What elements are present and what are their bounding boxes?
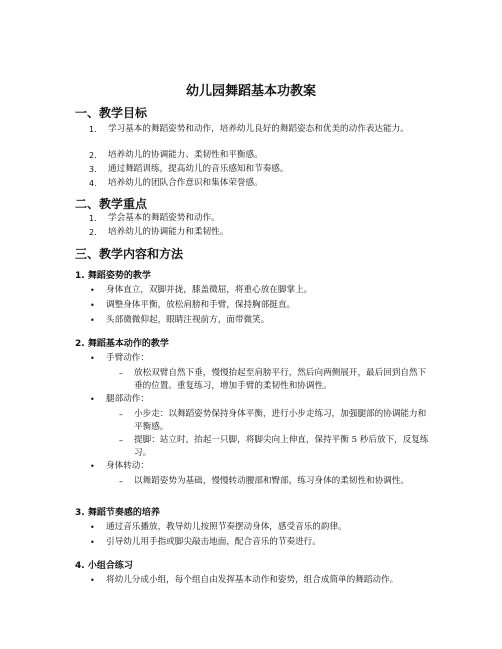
item-text: 培养幼儿的团队合作意识和集体荣誉感。 bbox=[108, 178, 263, 188]
item-number: 1. bbox=[89, 214, 97, 223]
dash-icon: – bbox=[119, 369, 123, 378]
item-text: 学习基本的舞蹈姿势和动作，培养幼儿良好的舞蹈姿态和优美的动作表达能力。 bbox=[108, 124, 409, 134]
item-number: 4. bbox=[89, 179, 97, 188]
item-number: 2. bbox=[89, 228, 97, 237]
list-item-text: 身体直立，双脚并拢，膝盖微屈，将重心放在脚掌上。 bbox=[106, 285, 313, 295]
bullet-icon: • bbox=[90, 316, 95, 325]
bullet-icon: • bbox=[90, 395, 95, 404]
item-number: 2. bbox=[89, 151, 97, 160]
item-text: 培养幼儿的协调能力、柔韧性和平衡感。 bbox=[108, 150, 263, 160]
list-item-text: 调整身体平衡，放松肩膀和手臂，保持胸部挺直。 bbox=[106, 300, 296, 310]
item-number: 3. bbox=[89, 165, 97, 174]
bullet-icon: • bbox=[90, 301, 95, 310]
document-title: 幼儿园舞蹈基本功教案 bbox=[185, 84, 316, 99]
sub-list-item-text: 放松双臂自然下垂，慢慢抬起至肩膀平行，然后向两侧展开，最后回到自然下垂的位置。重复练习，增加手臂的柔韧性和协调性。 bbox=[134, 368, 427, 391]
list-item-text: 将幼儿分成小组，每个组自由发挥基本动作和姿势，组合成简单的舞蹈动作。 bbox=[106, 575, 399, 585]
section-heading-key-points: 二、教学重点 bbox=[75, 197, 148, 211]
dash-icon: – bbox=[119, 410, 123, 419]
item-number: 1. bbox=[89, 125, 97, 134]
list-item-text: 通过音乐播放，教导幼儿按照节奏摆动身体，感受音乐的韵律。 bbox=[106, 522, 347, 532]
list-item-text: 头部微微仰起，眼睛注视前方，面带微笑。 bbox=[106, 315, 270, 325]
bullet-icon: • bbox=[90, 462, 95, 471]
list-item-text: 身体转动： bbox=[106, 461, 149, 471]
sub-list-item-text: 以舞蹈姿势为基础，慢慢转动腰部和臀部，练习身体的柔韧性和协调性。 bbox=[134, 476, 410, 486]
list-item-text: 手臂动作： bbox=[106, 353, 149, 363]
subsection-heading-group-practice: 4. 小组合练习 bbox=[75, 561, 133, 571]
item-text: 通过舞蹈训练，提高幼儿的音乐感知和节奏感。 bbox=[108, 164, 289, 174]
bullet-icon: • bbox=[90, 523, 95, 532]
subsection-heading-posture: 1. 舞蹈姿势的教学 bbox=[75, 271, 151, 281]
item-text: 学会基本的舞蹈姿势和动作。 bbox=[108, 213, 220, 223]
sub-list-item-text: 提脚：站立时，抬起一只脚，将脚尖向上伸直，保持平衡 5 秒后放下，反复练习。 bbox=[134, 435, 429, 458]
subsection-heading-basic-moves: 2. 舞蹈基本动作的教学 bbox=[75, 339, 169, 349]
bullet-icon: • bbox=[90, 286, 95, 295]
dash-icon: – bbox=[119, 477, 123, 486]
bullet-icon: • bbox=[90, 538, 95, 547]
dash-icon: – bbox=[119, 436, 123, 445]
sub-list-item-text: 小步走：以舞蹈姿势保持身体平衡，进行小步走练习，加强腿部的协调能力和平衡感。 bbox=[134, 409, 427, 432]
section-heading-goals: 一、教学目标 bbox=[75, 106, 148, 120]
subsection-heading-rhythm: 3. 舞蹈节奏感的培养 bbox=[75, 508, 160, 518]
list-item-text: 引导幼儿用手指或脚尖敲击地面，配合音乐的节奏进行。 bbox=[106, 537, 321, 547]
item-text: 培养幼儿的协调能力和柔韧性。 bbox=[108, 227, 229, 237]
bullet-icon: • bbox=[90, 576, 95, 585]
list-item-text: 腿部动作： bbox=[106, 394, 149, 404]
section-heading-content: 三、教学内容和方法 bbox=[75, 247, 184, 261]
bullet-icon: • bbox=[90, 354, 95, 363]
